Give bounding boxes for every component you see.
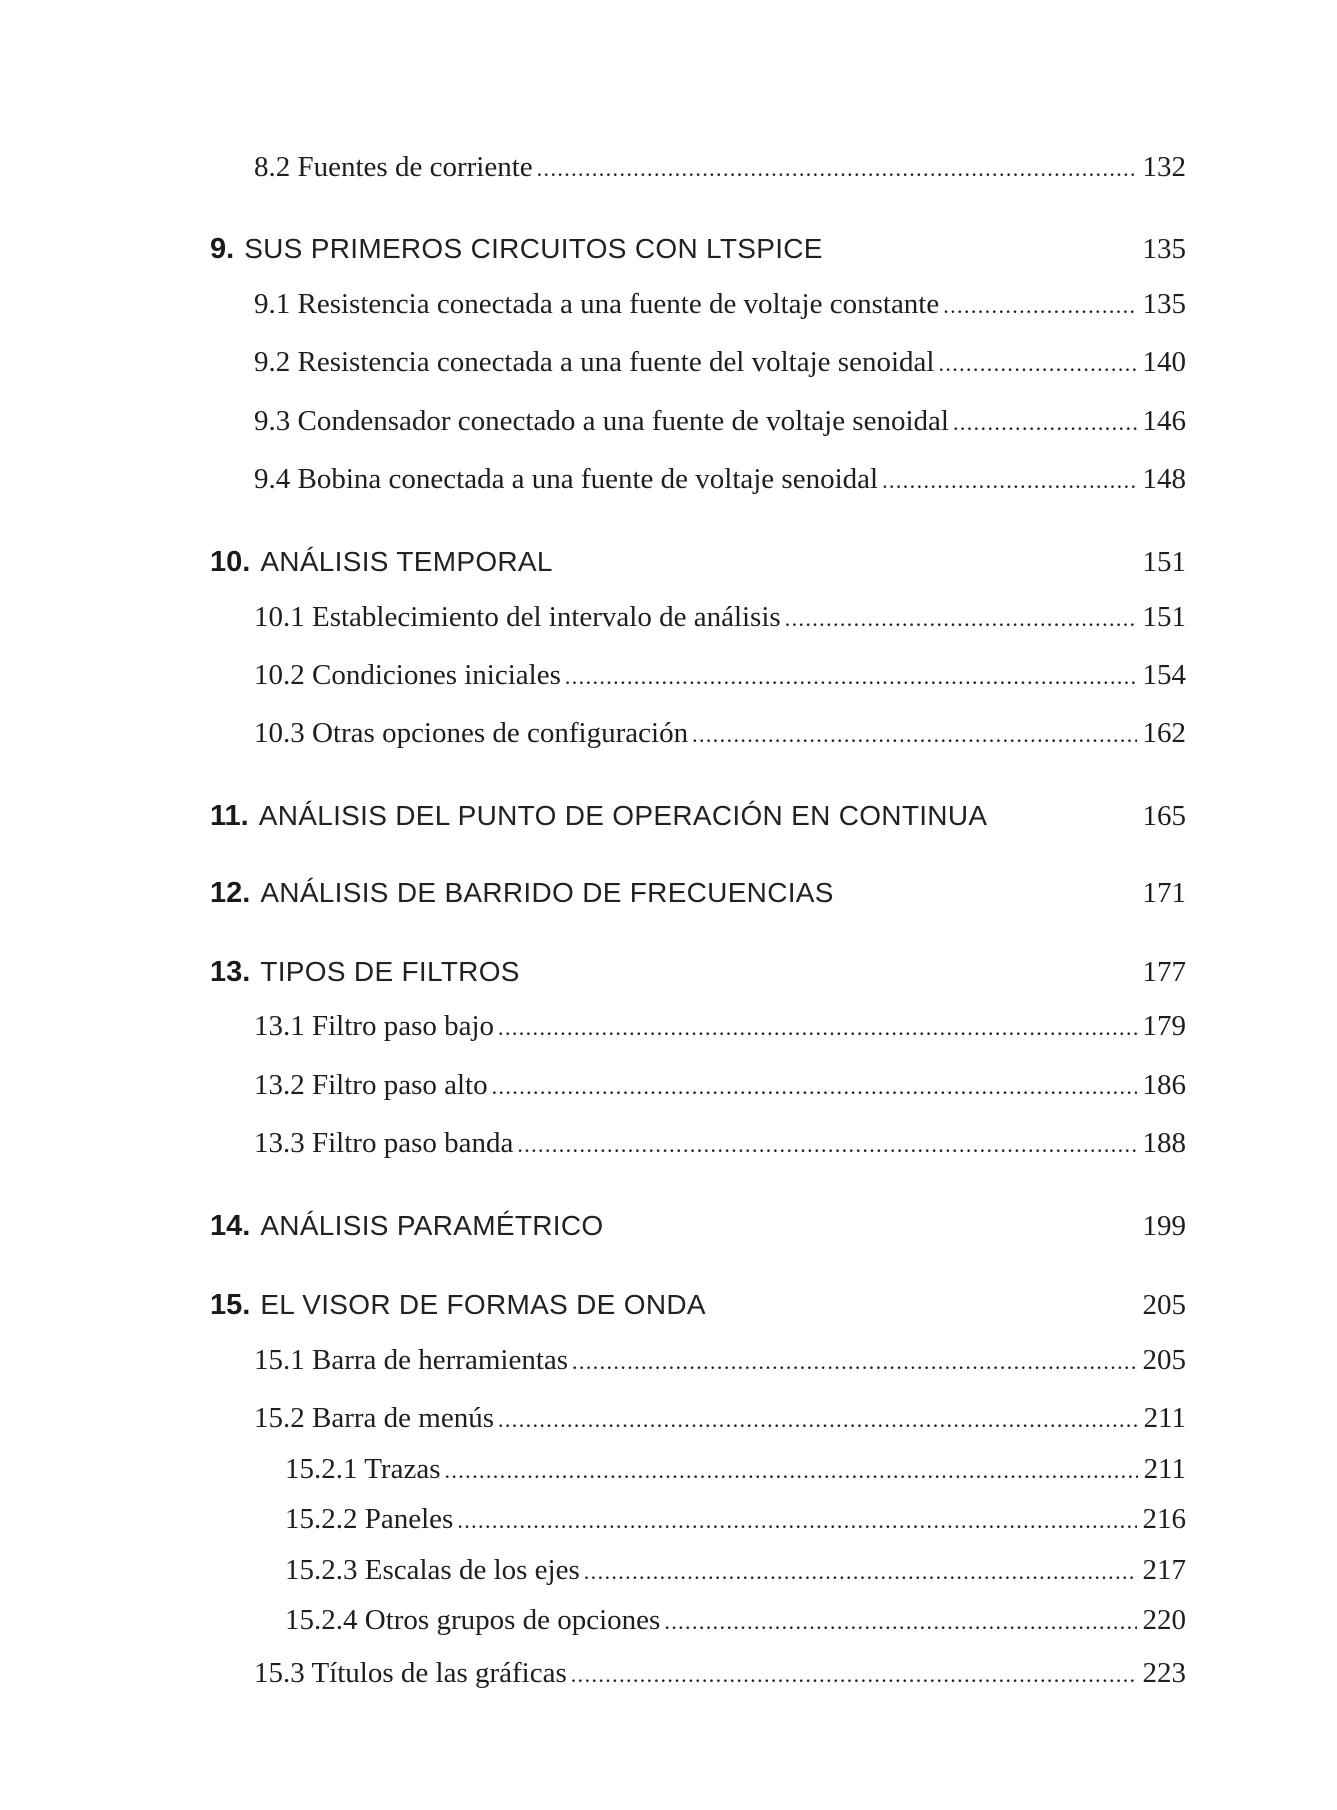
toc-entry-title: 13.1 Filtro paso bajo — [254, 1010, 495, 1042]
toc-entry-page: 211 — [1143, 1402, 1186, 1434]
chapter-page: 171 — [1142, 877, 1186, 909]
dot-leader — [572, 1349, 1136, 1375]
toc-entry-13-3 — [254, 1127, 1186, 1160]
chapter-title: ANÁLISIS DEL PUNTO DE OPERACIÓN EN CONTINUA — [258, 800, 988, 831]
toc-entry-15-2-4 — [285, 1604, 1186, 1637]
toc-entry-title: 15.2 Barra de menús — [254, 1402, 494, 1434]
chapter-page: 165 — [1142, 800, 1186, 832]
chapter-title: SUS PRIMEROS CIRCUITOS CON LTSPICE — [244, 233, 823, 264]
toc-entry-page: 186 — [1142, 1069, 1186, 1101]
toc-entry-9-3 — [254, 405, 1186, 438]
toc-entry-13-2 — [254, 1069, 1186, 1102]
toc-entry-title: 9.2 Resistencia conectada a una fuente del voltaje senoidal — [254, 346, 935, 378]
toc-entry-title: 10.3 Otras opciones de configuración — [254, 717, 689, 749]
toc-entry-15-3 — [254, 1657, 1186, 1690]
toc-entry-page: 146 — [1142, 405, 1186, 437]
dot-leader — [444, 1458, 1137, 1484]
toc-entry-page: 216 — [1142, 1503, 1186, 1535]
chapter-page: 199 — [1142, 1210, 1186, 1242]
chapter-number: 15. — [210, 1289, 251, 1321]
toc-entry-10-1 — [254, 601, 1186, 634]
toc-entry-page: 148 — [1142, 463, 1186, 495]
toc-entry-page: 140 — [1142, 346, 1186, 378]
dot-leader — [882, 468, 1136, 494]
dot-leader — [953, 410, 1137, 436]
toc-entry-title: 9.4 Bobina conectada a una fuente de voltaje senoidal — [254, 463, 879, 495]
toc-entry-title: 15.2.1 Trazas — [285, 1453, 441, 1485]
dot-leader — [664, 1609, 1136, 1635]
toc-entry-title: 13.3 Filtro paso banda — [254, 1127, 514, 1159]
toc-entry-13-1 — [254, 1010, 1186, 1043]
toc-chapter-12 — [210, 877, 1186, 910]
dot-leader — [584, 1559, 1137, 1585]
dot-leader — [785, 606, 1137, 632]
toc-entry-title: 9.3 Condensador conectado a una fuente de voltaje senoidal — [254, 405, 949, 437]
toc-entry-title: 10.2 Condiciones iniciales — [254, 659, 561, 691]
toc-entry-15-2-2 — [285, 1503, 1186, 1536]
toc-entry-title: 8.2 Fuentes de corriente — [254, 151, 533, 183]
dot-leader — [571, 1662, 1137, 1688]
toc-entry-9-2 — [254, 346, 1186, 379]
toc-entry-15-1 — [254, 1344, 1186, 1377]
chapter-page: 135 — [1142, 233, 1186, 265]
toc-entry-page: 220 — [1142, 1604, 1186, 1636]
toc-entry-title: 15.2.2 Paneles — [285, 1503, 454, 1535]
toc-entry-15-2-1 — [285, 1453, 1186, 1486]
toc-entry-page: 211 — [1143, 1453, 1186, 1485]
chapter-number: 13. — [210, 956, 251, 988]
dot-leader — [457, 1508, 1136, 1534]
toc-entry-9-4 — [254, 463, 1186, 496]
chapter-number: 10. — [210, 546, 251, 578]
toc-entry-title: 15.1 Barra de herramientas — [254, 1344, 569, 1376]
toc-entry-page: 205 — [1142, 1344, 1186, 1376]
toc-entry-15-2 — [254, 1402, 1186, 1435]
chapter-number: 11. — [210, 800, 249, 832]
toc-entry-title: 15.2.3 Escalas de los ejes — [285, 1554, 580, 1586]
dot-leader — [492, 1074, 1137, 1100]
dot-leader — [938, 351, 1136, 377]
toc-entry-10-2 — [254, 659, 1186, 692]
dot-leader — [565, 664, 1137, 690]
dot-leader — [537, 156, 1137, 182]
toc-entry-10-3 — [254, 717, 1186, 750]
toc-chapter-13 — [210, 956, 1186, 989]
chapter-number: 9. — [210, 233, 235, 265]
dot-leader — [498, 1015, 1136, 1041]
chapter-title: ANÁLISIS TEMPORAL — [260, 546, 553, 577]
chapter-number: 12. — [210, 877, 251, 909]
toc-entry-15-2-3 — [285, 1554, 1186, 1587]
toc-chapter-9 — [210, 233, 1186, 266]
dot-leader — [692, 722, 1136, 748]
dot-leader — [943, 293, 1136, 319]
chapter-page: 151 — [1142, 546, 1186, 578]
chapter-page: 205 — [1142, 1289, 1186, 1321]
toc-entry-8-2 — [254, 151, 1186, 184]
toc-chapter-11 — [210, 800, 1186, 833]
chapter-number: 14. — [210, 1210, 251, 1242]
dot-leader — [517, 1132, 1136, 1158]
dot-leader — [498, 1407, 1138, 1433]
chapter-title: ANÁLISIS DE BARRIDO DE FRECUENCIAS — [260, 877, 834, 908]
toc-entry-page: 188 — [1142, 1127, 1186, 1159]
chapter-page: 177 — [1142, 956, 1186, 988]
toc-chapter-15 — [210, 1289, 1186, 1322]
chapter-title: ANÁLISIS PARAMÉTRICO — [260, 1210, 604, 1241]
chapter-title: EL VISOR DE FORMAS DE ONDA — [260, 1289, 706, 1320]
toc-entry-page: 135 — [1142, 288, 1186, 320]
toc-entry-page: 223 — [1142, 1657, 1186, 1689]
toc-entry-page: 151 — [1142, 601, 1186, 633]
toc-entry-page: 154 — [1142, 659, 1186, 691]
toc-entry-page: 179 — [1142, 1010, 1186, 1042]
toc-entry-title: 15.3 Títulos de las gráficas — [254, 1657, 567, 1689]
toc-chapter-10 — [210, 546, 1186, 579]
chapter-title: TIPOS DE FILTROS — [260, 956, 520, 987]
toc-chapter-14 — [210, 1210, 1186, 1243]
toc-entry-title: 15.2.4 Otros grupos de opciones — [285, 1604, 661, 1636]
toc-entry-page: 132 — [1142, 151, 1186, 183]
toc-entry-title: 10.1 Establecimiento del intervalo de análisis — [254, 601, 781, 633]
toc-entry-page: 162 — [1142, 717, 1186, 749]
toc-entry-title: 13.2 Filtro paso alto — [254, 1069, 488, 1101]
toc-entry-title: 9.1 Resistencia conectada a una fuente de voltaje constante — [254, 288, 940, 320]
toc-entry-9-1 — [254, 288, 1186, 321]
toc-entry-page: 217 — [1142, 1554, 1186, 1586]
